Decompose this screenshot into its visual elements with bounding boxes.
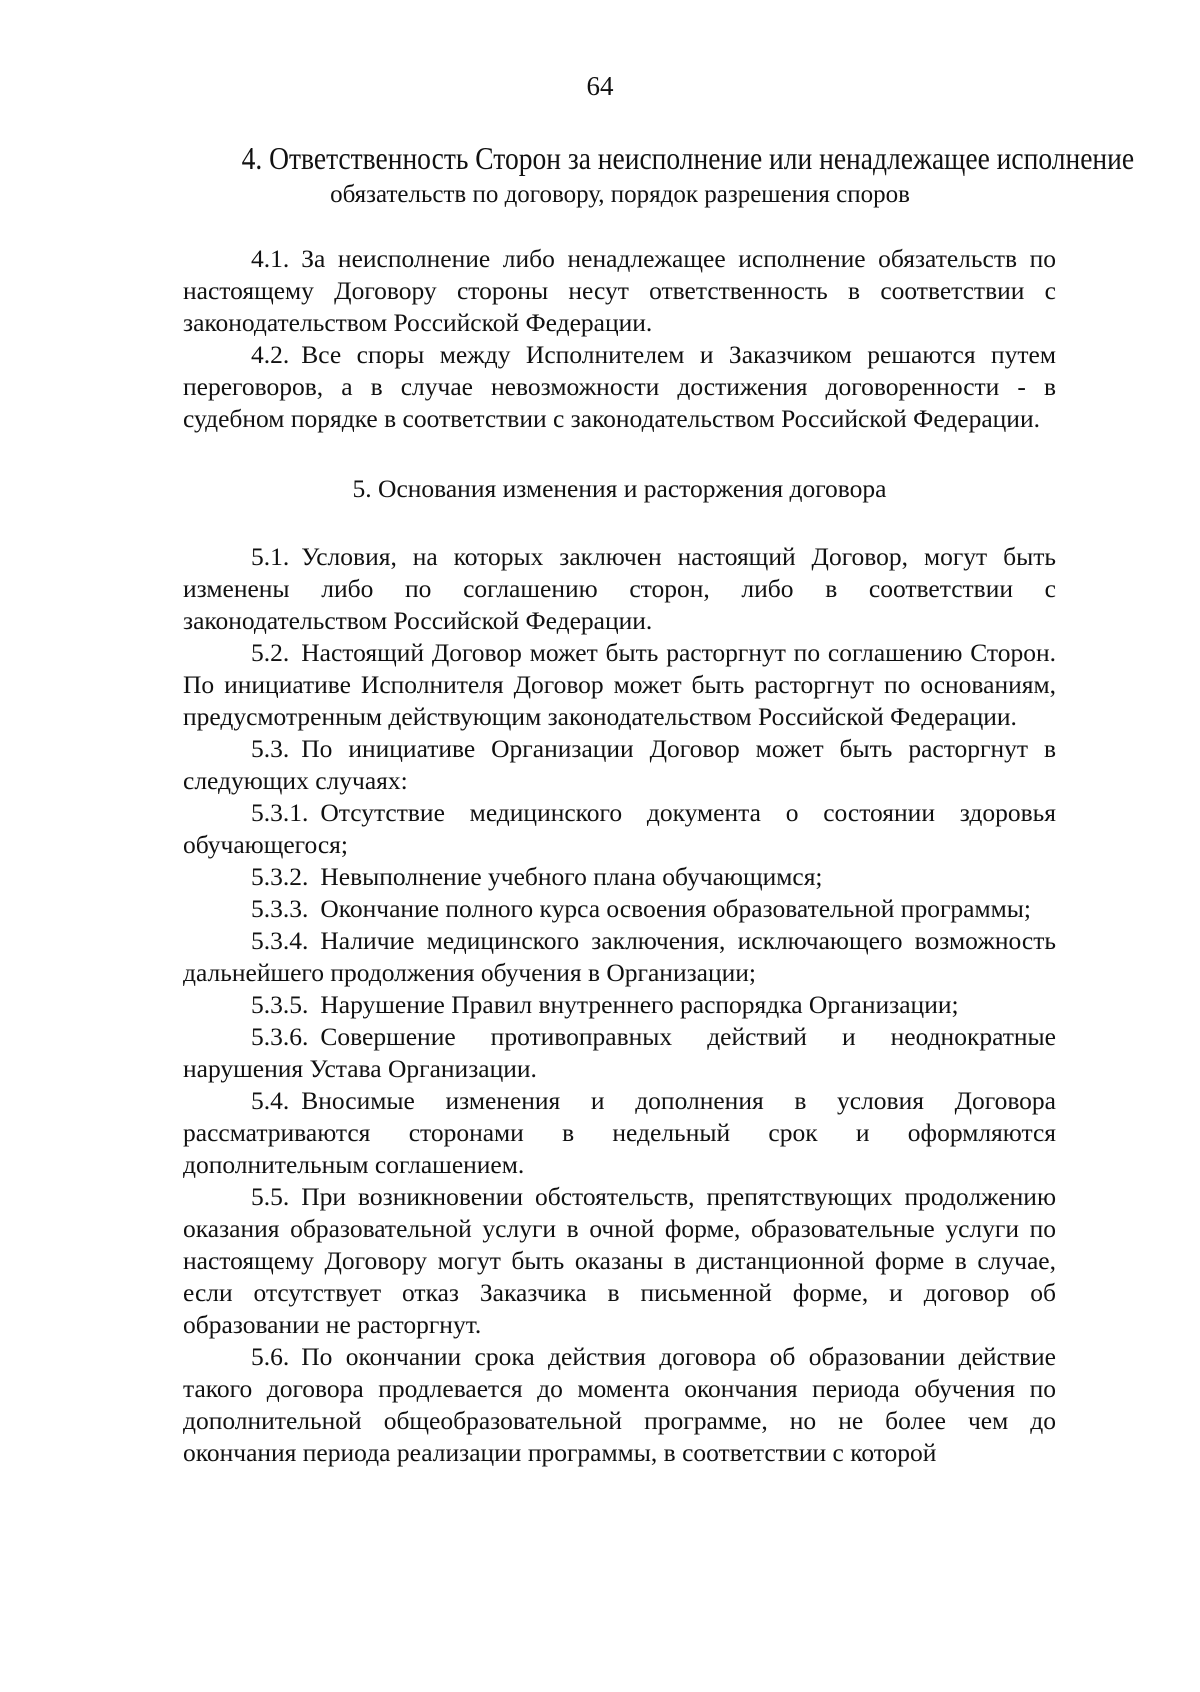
clause-text: Совершение противоправных действий и неоднократные нарушения Устава Организации.	[183, 1022, 1056, 1083]
clause-text: За неисполнение либо ненадлежащее исполнение обязательств по настоящему Договору стороны несут ответственность в соответствии с законодательством Российской Федерации.	[183, 244, 1056, 337]
clause-text: Условия, на которых заключен настоящий Договор, могут быть изменены либо по соглашению сторон, либо в соответствии с законодательством Российской Федерации.	[183, 542, 1056, 635]
clause-4-2	[183, 339, 1056, 435]
clause-number: 5.2.	[251, 638, 290, 667]
clause-number: 5.3.4.	[251, 926, 309, 955]
clause-5-3	[183, 733, 1056, 797]
clause-text: При возникновении обстоятельств, препятствующих продолжению оказания образовательной услуги в очной форме, образовательные услуги по настоящему Договору могут быть оказаны в дистанционной форме в случае, если отсутствует отказ Заказчика в письменной форме, и договор об образовании не расторгнут.	[183, 1182, 1056, 1339]
clause-text: Нарушение Правил внутреннего распорядка Организации;	[320, 990, 959, 1019]
clause-text: Настоящий Договор может быть расторгнут по соглашению Сторон. По инициативе Исполнителя Договор может быть расторгнут по основаниям, предусмотренным действующим законодательством Российской Федерации.	[183, 638, 1056, 731]
clause-number: 5.5.	[251, 1182, 290, 1211]
section-4-heading	[180, 138, 1135, 212]
section-4-title: 4. Ответственность Сторон за неисполнение или ненадлежащее исполнение	[241, 140, 1135, 176]
clause-number: 5.3.3.	[251, 894, 309, 923]
clause-text: Все споры между Исполнителем и Заказчиком решаются путем переговоров, а в случае невозможности достижения договоренности - в судебном порядке в соответствии с законодательством Российской Федерации.	[183, 340, 1056, 433]
clause-text: Отсутствие медицинского документа о состоянии здоровья обучающегося;	[183, 798, 1056, 859]
clause-number: 5.3.5.	[251, 990, 309, 1019]
clause-5-3-2	[183, 861, 1056, 893]
clause-4-1	[183, 243, 1056, 339]
clause-text: Невыполнение учебного плана обучающимся;	[320, 862, 823, 891]
clause-number: 5.6.	[251, 1342, 290, 1371]
clause-5-6	[183, 1341, 1056, 1469]
page-number: 64	[586, 71, 614, 101]
clause-text: Вносимые изменения и дополнения в условия Договора рассматриваются сторонами в недельный срок и оформляются дополнительным соглашением.	[183, 1086, 1056, 1179]
clause-text: По инициативе Организации Договор может быть расторгнут в следующих случаях:	[183, 734, 1056, 795]
clause-text: По окончании срока действия договора об образовании действие такого договора продлевается до момента окончания периода обучения по дополнительной общеобразовательной программе, но не более чем до окончания периода реализации программы, в соответствии с которой	[183, 1342, 1056, 1467]
clause-5-3-4	[183, 925, 1056, 989]
clause-text: Окончание полного курса освоения образовательной программы;	[320, 894, 1031, 923]
clause-5-2	[183, 637, 1056, 733]
clause-5-3-6	[183, 1021, 1056, 1085]
clause-number: 5.4.	[251, 1086, 290, 1115]
section-5-title: 5. Основания изменения и расторжения договора	[352, 474, 887, 503]
clause-5-3-5	[183, 989, 1056, 1021]
clause-number: 5.3.6.	[251, 1022, 309, 1051]
clause-5-3-1	[183, 797, 1056, 861]
clause-number: 5.3.1.	[251, 798, 309, 827]
clause-number: 4.1.	[251, 244, 290, 273]
document-body	[183, 243, 1056, 1469]
clause-number: 4.2.	[251, 340, 290, 369]
clause-5-3-3	[183, 893, 1056, 925]
clause-5-4	[183, 1085, 1056, 1181]
clause-number: 5.3.2.	[251, 862, 309, 891]
section-4-subtitle: обязательств по договору, порядок разрешения споров	[330, 181, 910, 208]
clause-number: 5.1.	[251, 542, 290, 571]
clause-5-1	[183, 541, 1056, 637]
clause-number: 5.3.	[251, 734, 290, 763]
clause-5-5	[183, 1181, 1056, 1341]
clause-text: Наличие медицинского заключения, исключающего возможность дальнейшего продолжения обучения в Организации;	[183, 926, 1056, 987]
